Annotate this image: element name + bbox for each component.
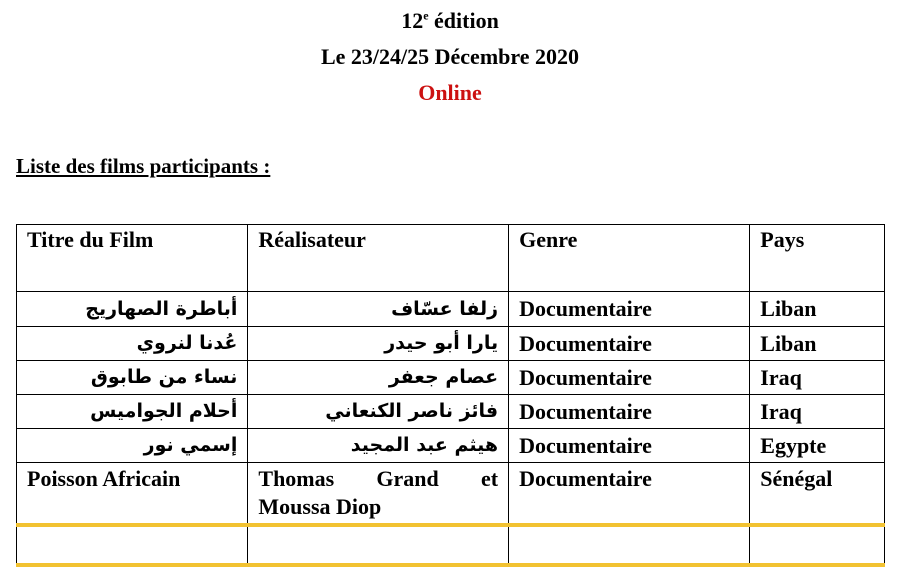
director-last-name: Grand [376,466,439,491]
film-director: فائز ناصر الكنعاني [248,395,509,429]
film-genre: Documentaire [509,361,750,395]
film-country: Egypte [750,429,885,463]
table-row [17,463,885,526]
film-country: Iraq [750,361,885,395]
film-title: أباطرة الصهاريج [17,292,248,327]
empty-cell [750,525,885,565]
column-header-title: Titre du Film [17,225,248,292]
empty-row [17,525,885,565]
table-row [17,292,885,327]
film-title: عُدنا لنروي [17,327,248,361]
film-country: Liban [750,292,885,327]
director-line-2: Moussa Diop [258,494,382,519]
edition-word: édition [428,8,499,33]
director-first-name: Thomas [258,466,335,491]
online-label: Online [418,80,482,105]
film-title: Poisson Africain [17,463,248,526]
table-row [17,429,885,463]
film-director: زلفا عسّاف [248,292,509,327]
film-director: هيثم عبد المجيد [248,429,509,463]
column-header-director: Réalisateur [248,225,509,292]
edition-suffix: e [423,8,429,23]
edition-line [0,8,900,34]
list-title: Liste des films participants : [16,154,271,178]
film-genre: Documentaire [509,327,750,361]
film-country: Sénégal [750,463,885,526]
film-director: يارا أبو حيدر [248,327,509,361]
table-row [17,395,885,429]
film-director: عصام جعفر [248,361,509,395]
table-row [17,327,885,361]
table-header-row [17,225,885,292]
films-table [16,224,885,567]
film-genre: Documentaire [509,463,750,526]
director-conjunction: et [481,466,499,491]
empty-cell [17,525,248,565]
table-row [17,361,885,395]
film-director [248,463,509,526]
edition-number: 12 [401,8,424,33]
column-header-country: Pays [750,225,885,292]
film-genre: Documentaire [509,292,750,327]
film-title: أحلام الجواميس [17,395,248,429]
film-country: Iraq [750,395,885,429]
film-country: Liban [750,327,885,361]
film-title: إسمي نور [17,429,248,463]
column-header-genre: Genre [509,225,750,292]
empty-cell [248,525,509,565]
film-title: نساء من طابوق [17,361,248,395]
festival-dates: Le 23/24/25 Décembre 2020 [320,44,580,69]
empty-cell [509,525,750,565]
film-genre: Documentaire [509,429,750,463]
director-line-1 [258,465,498,493]
film-genre: Documentaire [509,395,750,429]
